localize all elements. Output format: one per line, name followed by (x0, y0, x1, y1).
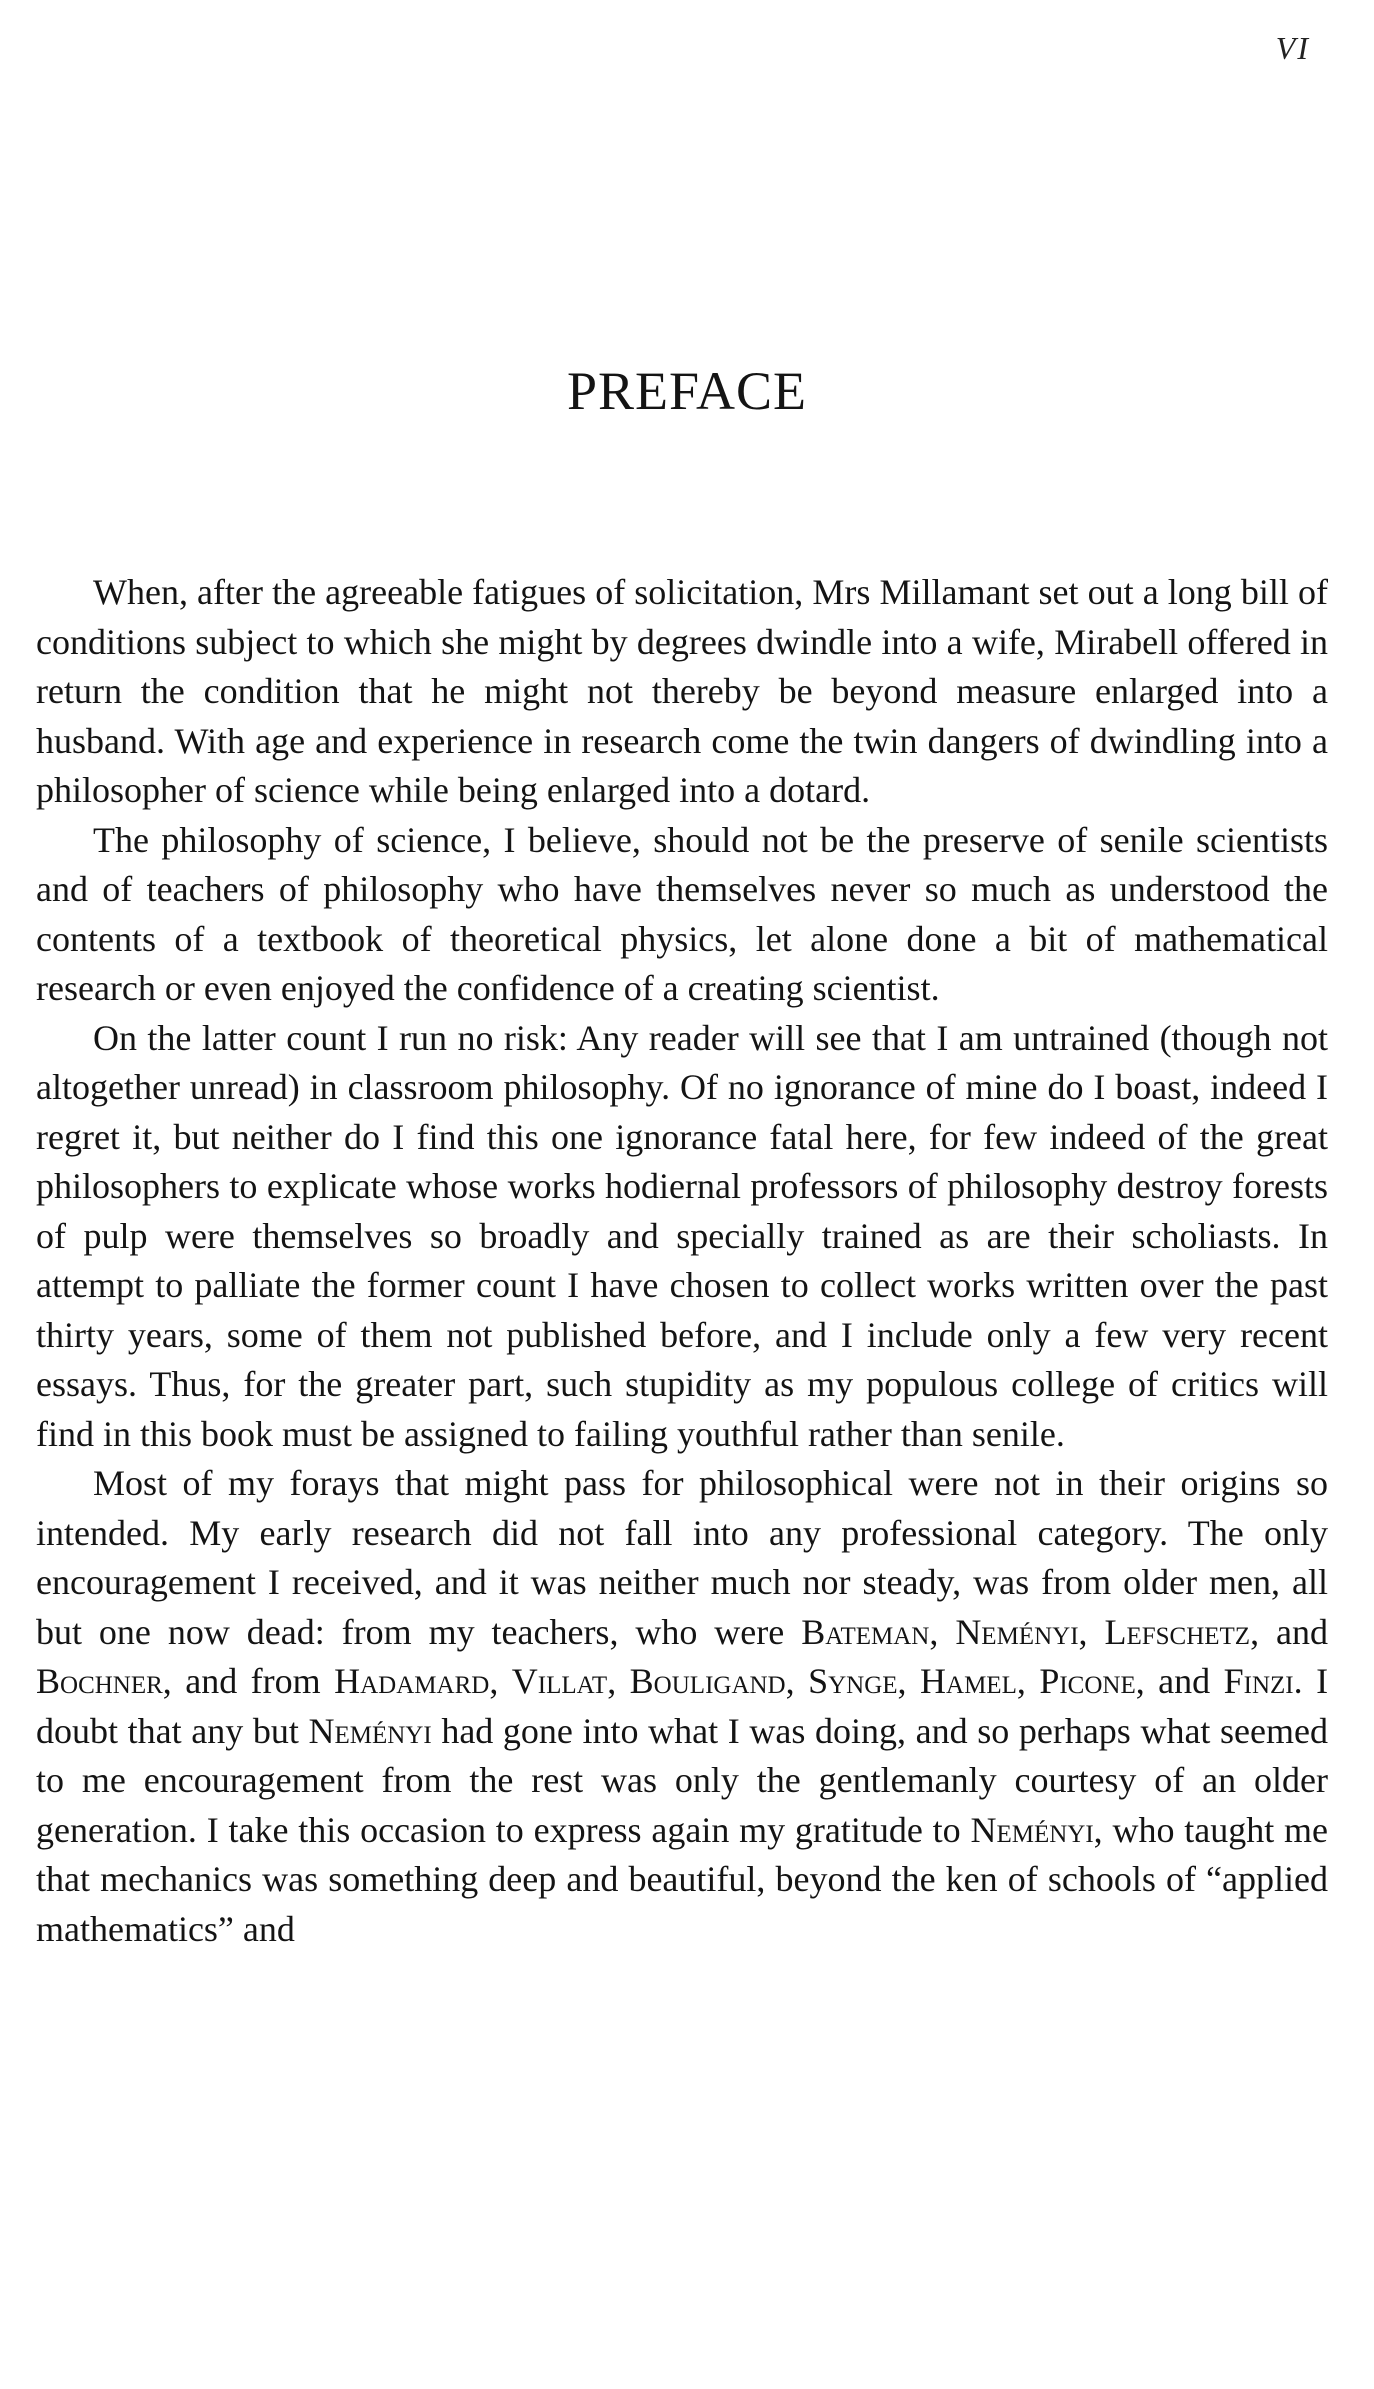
author-name: Bochner (36, 1661, 163, 1701)
author-name: Neményi (955, 1611, 1079, 1652)
text-segment: The philosophy of science, I believe, should not be the preserve of senile scientists and of teachers of philosophy who have themselves never so much as understood the contents of a textbook of theoretical physics, let alone done a bit of mathematical research or even enjoyed the confidence of a creating scientist. (36, 819, 1328, 1008)
text-segment: , and (1250, 1611, 1328, 1652)
author-name: Bateman (801, 1611, 930, 1652)
author-name: Picone (1039, 1661, 1136, 1701)
author-name: Neményi (308, 1710, 432, 1751)
text-segment: When, after the agreeable fatigues of solicitation, Mrs Millamant set out a long bill of conditions subject to which she might by degrees dwindle into a wife, Mirabell offered in return the condition that he might not thereby be beyond measure enlarged into a husband. With age and experience in research come the twin dangers of dwindling into a philosopher of science while being enlarged into a dotard. (36, 572, 1328, 810)
paragraph-1 (36, 568, 1328, 816)
text-segment: . I doubt that any but (36, 1661, 1329, 1751)
author-name: Neményi (970, 1809, 1094, 1850)
text-segment: , who taught me that mechanics was something deep and beautiful, beyond the ken of schools of “applied mathematics” and (36, 1809, 1328, 1949)
text-segment: Most of my forays that might pass for philosophical were not in their origins so intended. My early research did not fall into any professional category. The only encouragement I received, and it was neither much nor steady, was from older men, all but one now dead: from my teachers, who were (36, 1463, 1328, 1652)
paragraph-2 (36, 816, 1328, 1014)
text-segment: had gone into what I was doing, and so perhaps what seemed to me encouragement from the rest was only the gentlemanly courtesy of an older generation. I take this occasion to express again my gratitude to (36, 1710, 1328, 1850)
text-segment: , and (1135, 1661, 1224, 1701)
body-text (36, 568, 1328, 1954)
author-name: Bouligand (629, 1661, 786, 1701)
author-name: Synge (808, 1661, 898, 1701)
text-segment: , (785, 1661, 809, 1701)
paragraph-4 (36, 1459, 1328, 1954)
author-name: Villat (511, 1661, 608, 1701)
page-number: VI (1275, 30, 1310, 66)
author-name: Lefschetz (1104, 1611, 1251, 1652)
text-segment: , and from (162, 1661, 335, 1701)
text-segment: On the latter count I run no risk: Any reader will see that I am untrained (though not altogether unread) in classroom philosophy. Of no ignorance of mine do I boast, indeed I regret it, but neither do I find this one ignorance fatal here, for few indeed of the great philosophers to explicate whose works hodiernal professors of philosophy destroy forests of pulp were themselves so broadly and specially trained as are their scholiasts. In attempt to palliate the former count I have chosen to collect works written over the past thirty years, some of them not published before, and I include only a few very recent essays. Thus, for the greater part, such stupidity as my populous college of critics will find in this book must be assigned to failing youthful rather than senile. (36, 1017, 1328, 1454)
text-segment: , (897, 1661, 921, 1701)
text-segment: , (1016, 1661, 1040, 1701)
paragraph-3 (36, 1014, 1328, 1460)
text-segment: , (929, 1611, 956, 1652)
text-segment: , (1078, 1611, 1105, 1652)
author-name: Hamel (920, 1661, 1017, 1701)
page-title: PREFACE (566, 361, 808, 421)
text-segment: , (607, 1661, 630, 1701)
author-name: Hadamard (334, 1661, 490, 1701)
text-segment: , (489, 1661, 512, 1701)
author-name: Finzi (1223, 1661, 1294, 1701)
